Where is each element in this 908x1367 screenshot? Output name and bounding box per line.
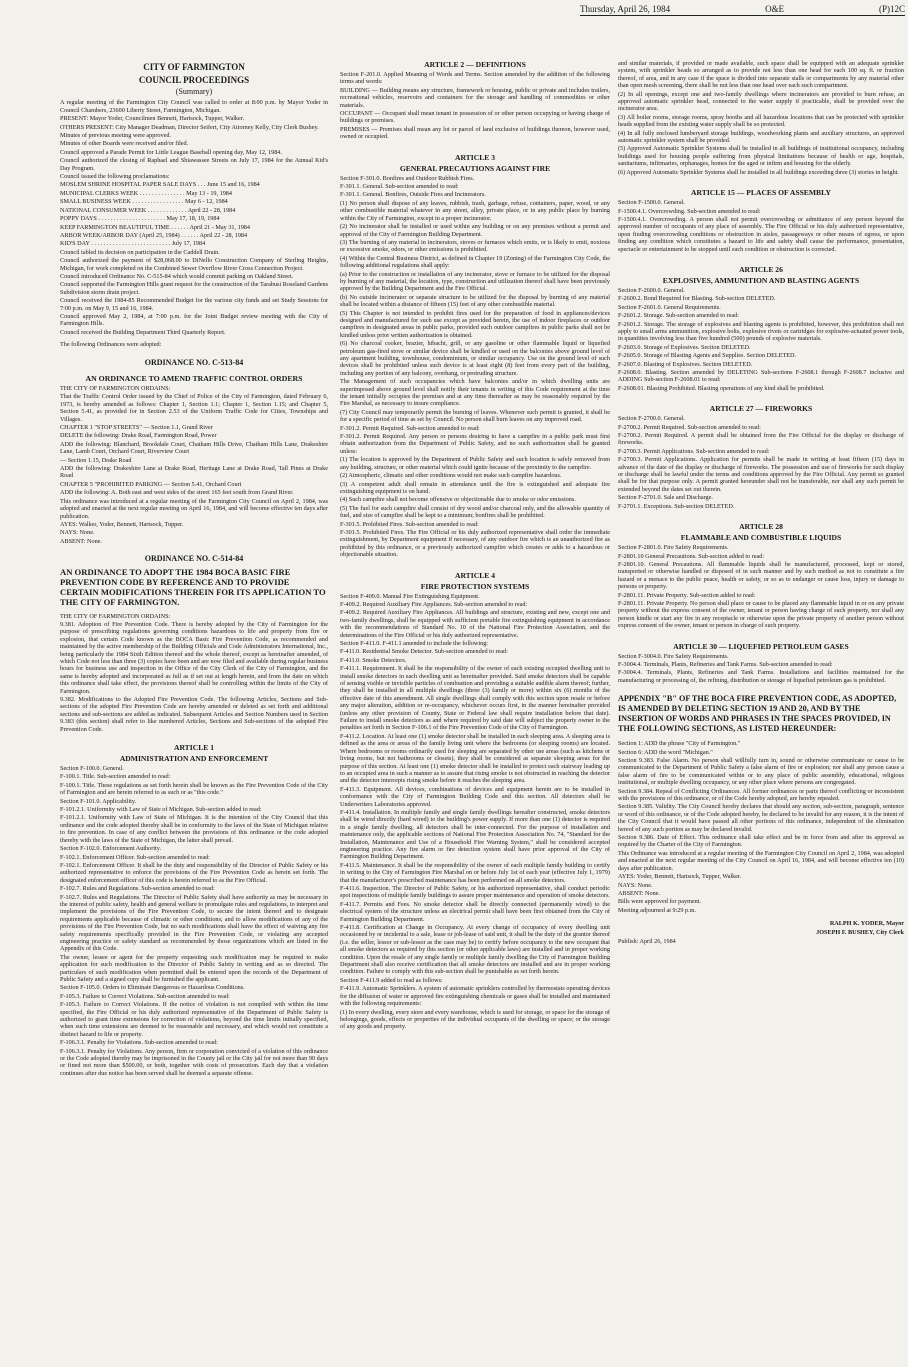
minutes-paragraph: KEEP FARMINGTON BEAUTIFUL TIME . . . . . . April 21 - May 31, 1984	[60, 223, 250, 231]
article-paragraph: (6) No charcoal cooker, brazier, hibachi, grill, or any gasoline or other flammable liquid or liquefied petroleum gas-fired stove or similar device shall be kindled or used on the balconies above ground level of any apartment building, townhouse, condominium, or similar occupancy. Use on the ground level of such devices shall be prohibited unless such device is at least eight (8) feet from every part of the building, including any portion of any balcony, overhang, or protruding structure.	[340, 340, 610, 377]
page-header	[580, 4, 905, 16]
ordinance-paragraph: That the Traffic Control Order issued by the Chief of Police of the City of Farmington, dated February 6, 1973, is hereby amended as follows: Chapter 1, Section 1.1; Chapter 1, Section 1.15; and Chapter 5, Section 5.41, as provided for in Section 2.53 of the Uniform Traffic Code for Cities, Townships and Villages.	[60, 393, 328, 423]
article-paragraph: Section F-2601.0. General Requirements.	[618, 303, 721, 311]
minutes-paragraph: SMALL BUSINESS WEEK . . . . . . . . . . . . . . . . . May 6 - 12, 1984	[60, 198, 228, 206]
mayor-signature: RALPH K. YODER, Mayor	[829, 920, 904, 928]
ordinance-paragraph: ADD the following: Drakeshire Lane at Drake Road, Heritage Lane at Drake Road, Tall Pines at Drake Road	[60, 465, 328, 480]
article-28-body	[618, 544, 904, 629]
right-column	[618, 60, 904, 1360]
article-paragraph: (6) Approved Automatic Sprinkler Systems shall be installed in all buildings exceeding three (3) stories in height.	[618, 168, 899, 176]
appendix-paragraph: Section 1: ADD the phrase "City of Farmington."	[618, 740, 741, 748]
appendix-paragraph: Section 9.385. Validity. The City Council hereby declares that should any section, sub-section, paragraph, sentence or word of this ordinance, or of the Code adopted hereby, be declared to be invalid for any reason, it is the intent of the City Council that it would have passed all other portions of this ordinance, independent of the elimination hereof of any such portion as may be declared invalid.	[618, 803, 904, 833]
middle-column	[340, 60, 610, 1360]
article-paragraph: (4) Such campfire shall not become offensive or objectionable due to smoke or odor emissions.	[340, 496, 576, 504]
appendix-paragraph: Bills were approved for payment.	[618, 898, 701, 906]
article-paragraph: F-2801.11. Private Property. No person shall place or cause to be placed any flammable liquid in or on any private property without the express consent of the owner, tenant or person having charge of such property, nor shall any person kindle or start any fire in any receptacle or otherwise upon the private property of another person without express consent of the owner, tenant or person in charge of such property.	[618, 599, 904, 630]
article-paragraph: F-105.3. Failure to Correct Violations. Sub-section amended to read:	[60, 992, 230, 1000]
ordinance-513-number: ORDINANCE NO. C-513-84	[144, 357, 244, 367]
appendix-paragraph: Section 6: ADD the word "Michigan."	[618, 748, 713, 756]
article-paragraph: Section F-101.0. Applicability.	[60, 797, 137, 805]
article-paragraph: F-105.3. Failure to Correct Violations. If the notice of violation is not complied with within the time specified, the Fire Official or his duly authorized representative of the Department of Public Safety is authorized to grant time extensions for correction of violations, beyond the time limits initially specified, when such time extensions are deemed to be reasonable and necessary, and which would not constitute a distinct hazard to life or property.	[60, 1001, 328, 1038]
article-1-title: ARTICLE 1	[173, 743, 215, 753]
minutes-paragraph: NATIONAL CONSUMER WEEK . . . . . . . . . . . . . April 22 - 28, 1984	[60, 206, 236, 214]
article-26-subtitle: EXPLOSIVES, AMMUNITION AND BLASTING AGENTS	[662, 275, 860, 285]
article-paragraph: F-2603.0. Storage of Explosives. Section DELETED.	[618, 343, 751, 351]
article-paragraph: Section F-2600.0. General.	[618, 286, 685, 294]
article-paragraph: F-411.0. Residential Smoke Detector. Sub-section amended to read:	[340, 648, 508, 656]
minutes-paragraph: POPPY DAYS . . . . . . . . . . . . . . . . . . . . . . May 17, 18, 19, 1984	[60, 215, 220, 223]
minutes-paragraph: MOSLEM SHRINE HOSPITAL PAPER SALE DAYS . . . June 15 and 16, 1984	[60, 181, 260, 189]
city-title: CITY OF FARMINGTON	[143, 62, 245, 72]
appendix-paragraph: Meeting adjourned at 9:29 p.m.	[618, 906, 697, 914]
minutes-paragraph: A regular meeting of the Farmington City Council was called to order at 8:00 p.m. by Mayor Yoder in Council Chambers, 23600 Liberty Street, Farmington, Michigan.	[60, 99, 328, 114]
minutes-paragraph: OTHERS PRESENT: City Manager Deadman, Director Seifert, City Attorney Kelly, City Clerk Bushey.	[60, 123, 319, 131]
article-paragraph: F-100.1. Title. These regulations as set forth herein shall be known as the Fire Prevention Code of the City of Farmington and are herein referred to as such or as "this code."	[60, 781, 328, 797]
article-paragraph: F-2801.10. General Precautions. All flammable liquids shall be manufactured, processed, kept or stored, transported or otherwise handled or disposed of in such manner and by such method as not to constitute a fire hazard or a menace to the public peace, health or safety, or so as to endanger or cause loss, injury or damage to persons or property.	[618, 560, 904, 591]
appendix-paragraph: Section 9.384. Repeal of Conflicting Ordinances. All former ordinances or parts thereof conflicting or inconsistent with the provisions of this ordinance, or of the Code hereby adopted, are hereby repealed.	[618, 787, 904, 803]
article-paragraph: F-2608.01. Blasting Prohibited. Blasting operations of any kind shall be prohibited.	[618, 384, 825, 392]
minutes-paragraph: KID'S DAY . . . . . . . . . . . . . . . . . . . . . . . . . . July 17, 1984	[60, 240, 206, 248]
article-paragraph: F-2801.10 General Precautions. Sub-section added to read:	[618, 552, 765, 560]
article-paragraph: F-301.1. General. Sub-section amended to read:	[340, 183, 459, 191]
ordinance-513-body	[60, 393, 328, 545]
article-paragraph: F-101.2.1. Uniformity with Law of State of Michigan. Sub-section added to read:	[60, 806, 262, 814]
article-3-body	[340, 175, 610, 559]
article-paragraph: (b) No outside incinerator or separate structure to be utilized for the disposal by burning of any material shall be located within a distance of fifteen (15) feet of any other combustible material.	[340, 293, 610, 309]
summary-label: (Summary)	[175, 87, 213, 96]
article-27-title: ARTICLE 27 — FIREWORKS	[709, 404, 813, 414]
article-paragraph: (5) This Chapter is not intended to prohibit fires used for the preparation of food in appliances/devices designed and manufactured for such use except as provided herein, the use of indoor fireplaces or outdoor campfires in designated areas in public parks, provided such outdoor campfires in public parks shall not be kindled unless prior written authorization is obtained.	[340, 309, 610, 339]
article-2-body	[340, 71, 610, 141]
article-paragraph: (1) No person shall dispose of any leaves, rubbish, trash, garbage, refuse, containers, paper, wood, or any other combustible material whatever in any street, alley, private place, or in any public place by burning within the City of Farmington, except in a proper incinerator.	[340, 199, 610, 222]
article-paragraph: and similar materials, if provided or made available, such space shall be equipped with an adequate sprinkler system, with sprinkler heads so arranged as to provide not less than one head for each 100 sq. ft. or fraction thereof, of area, and in any case if the space is divided into separate stalls or compartments by any material other than open mesh screening, there shall be not less than one head over each such compartment.	[618, 60, 904, 90]
ordinance-paragraph: 9.381. Adoption of Fire Prevention Code. There is hereby adopted by the City of Farmington for the purpose of prescribing regulations governing conditions hazardous to life and property from fire or explosion, that certain Code known as the BOCA Basic Fire Prevention Code, as recommended and maintained by the active membership of the Building Officials and Code Administrators International, Inc., being particularly the 1984 Sixth Edition thereof and the whole thereof, except as hereinafter amended, of which Code not less than three (3) copies have been and are now filed and available during regular business hours for business use and inspection in the Office of the City Clerk of the City of Farmington, and the same is hereby adopted and incorporated as full as if set out at length herein, and from the date on which this ordinance shall take effect, the provisions thereof shall be controlling within the limits of the City of Farmington.	[60, 620, 328, 695]
clerk-signature: JOSEPH F. BUSHEY, City Clerk	[816, 928, 904, 936]
article-paragraph: F-301.1. General. Bonfires, Outside Fires and Incinerators.	[340, 191, 486, 199]
article-paragraph: Section F-201.0. Applied Meaning of Words and Terms. Section amended by the addition of the following terms and words:	[340, 71, 610, 86]
appendix-paragraph: NAYS: None.	[618, 881, 653, 889]
article-3-subtitle: GENERAL PRECAUTIONS AGAINST FIRE	[399, 163, 551, 173]
article-paragraph: F-100.1. Title. Sub-section amended to read:	[60, 773, 171, 781]
article-paragraph: (7) City Council may temporarily permit the burning of leaves. Whenever such permit is granted, it shall be for a specific period of time as set by Council. No person shall burn leaves on any improved road.	[340, 408, 610, 424]
article-paragraph: F-2700.2. Permit Required. A permit shall be obtained from the Fire Official for the display or discharge of fireworks.	[618, 432, 904, 447]
ordinance-paragraph: NAYS: None.	[60, 529, 95, 537]
article-paragraph: F-411.9. Automatic Sprinklers. A system of automatic sprinklers controlled by thermostats operating devices for the diffusion of water or approved fire extinguishing chemicals or gases shall be installed and maintained with the following requirements:	[340, 985, 610, 1008]
appendix-paragraph: Section 9.386. Date of Effect. This ordinance shall take effect and be in force from and after its approval as required by the Charter of the City of Farmington.	[618, 834, 904, 849]
ordinance-514-ordains: THE CITY OF FARMINGTON ORDAINS:	[60, 612, 171, 620]
article-paragraph: F-106.3.1. Penalty for Violations. Sub-section amended to read:	[60, 1039, 218, 1047]
article-paragraph: The owner, lessee or agent for the property requesting such modification may be required to make application for such modification to the Director of Public Safety in writing and as so directed. The particulars of such modification when permitted shall be entered upon the records of the Department of Public Safety and a signed copy shall be furnished the applicant.	[60, 953, 328, 983]
article-paragraph: F-102.1. Enforcement Officer. It shall be the duty and responsibility of the Director of Public Safety or his authorized representative to enforce the provisions of the Fire Prevention Code as herein set forth. The designated enforcement officer of this code is herein referred to as the Fire Official.	[60, 861, 328, 884]
article-paragraph: OCCUPANT — Occupant shall mean tenant in possession of or other person occupying or having charge of buildings or premises.	[340, 110, 610, 125]
appendix-b-body	[618, 740, 904, 914]
article-4-subtitle: FIRE PROTECTION SYSTEMS	[420, 581, 530, 591]
article-paragraph: F-2607.0. Blasting of Explosives. Section DELETED.	[618, 360, 753, 368]
minutes-paragraph: Council tabled its decision on participation in the Caddell Drain.	[60, 248, 220, 256]
article-15-body	[618, 199, 904, 253]
article-paragraph: F-2605.0. Storage of Blasting Agents and Supplies. Section DELETED.	[618, 352, 797, 360]
article-28-subtitle: FLAMMABLE AND COMBUSTIBLE LIQUIDS	[680, 533, 842, 543]
article-26-title: ARTICLE 26	[739, 264, 783, 274]
article-paragraph: F-2801.11. Private Property. Sub-section added to read:	[618, 591, 756, 599]
council-minutes	[60, 99, 328, 336]
article-paragraph: F-2701.1. Exceptions. Sub-section DELETED.	[618, 502, 735, 510]
ordinance-514-number: ORDINANCE NO. C-514-84	[144, 554, 244, 564]
article-paragraph: F-2601.2. Storage. Sub-section amended to read:	[618, 312, 739, 320]
article-paragraph: Section F-102.0. Enforcement Authority.	[60, 845, 161, 853]
appendix-b-title: APPENDIX "B" OF THE BOCA FIRE PREVENTION CODE, AS ADOPTED, IS AMENDED BY DELETING SECTION 19 AND 20, AND BY THE INSERTION OF WORDS AND PHRASES IN THE SPACES PROVIDED, IN THE FOLLOWING SECTIONS, AS LISTED HEREUNDER:	[618, 694, 897, 734]
article-paragraph: (a) Prior to the construction or installation of any incinerator, stove or furnace to be utilized for the disposal by burning of any material, the location, type, construction and utilization thereof shall have been previously approved by the Building Department and the Fire Official.	[340, 270, 610, 293]
minutes-paragraph: Council authorized the payment of $28,068.00 to DiNello Construction Company of Sterling Heights, Michigan, for work completed on the Combined Sewer Overflow River Cross Connection Project.	[60, 257, 328, 272]
minutes-paragraph: PRESENT: Mayor Yoder, Councilmen Bennett, Hartsock, Tupper, Walker.	[60, 115, 245, 123]
article-paragraph: (4) In all fully enclosed lumberyard storage buildings, woodworking plants and auxiliary structures, an approved automatic sprinkler system shall be provided.	[618, 129, 904, 145]
article-paragraph: F-1500.4.1. Overcrowding. A person shall not permit overcrowding or admittance of any person beyond the approved number of occupants of any place of assembly. The Fire Official or his duly authorized representative, upon finding overcrowding conditions or obstruction in aisles, passageways or other means of egress, or upon finding any condition which constitutes a hazard to life and safety shall cause the performance, presentation, spectacle or entertainment to be stopped until such condition or obstruction is corrected.	[618, 215, 904, 253]
article-paragraph: F-2700.3. Permit Applications. Application for permits shall be made in writing at least fifteen (15) days in advance of the date of the display or discharge of fireworks. The possession and use of fireworks for such display or discharge shall be lawful under the terms and conditions approved by the Fire Official. Any permit so granted shall be for that purpose only. A permit granted hereunder shall not be transferable, nor shall any such permit be extended beyond the dates set out therein.	[618, 456, 904, 493]
article-paragraph: BUILDING — Building means any structure, framework or housing, public or private and includes trailers, recreational vehicles, reservoirs and containers for the storage and handling of commodities or other materials.	[340, 86, 610, 109]
article-paragraph: F-301.5. Prohibited Fires. The Fire Official or his duly authorized representative shall order the immediate extinguishment, by Department equipment if necessary, of any outdoor fire which is an unauthorized fire as prohibited by this ordinance, or a previously authorized campfire which creates or adds to a hazardous or objectionable situation.	[340, 528, 610, 559]
minutes-paragraph: ARBOR WEEK/ARBOR DAY (April 25, 1984) . . . . . . April 22 - 28, 1984	[60, 231, 248, 239]
article-paragraph: F-411.7. Permits and Fees. No smoke detector shall be directly connected (permanently wired) to the electrical system of the structure unless an electrical permit shall have been first obtained from the City of Farmington Building Department.	[340, 900, 610, 923]
article-paragraph: F-411.5. Maintenance. It shall be the responsibility of the owner of each multiple family building to certify in writing to the City of Farmington Fire Marshal on or before July 1st of each year (effective July 1, 1979) that the manufacturer's prescribed maintenance has been performed on all smoke detectors.	[340, 861, 610, 884]
ordinance-paragraph: — Section 1.15, Drake Road	[60, 456, 132, 464]
proceedings-title: COUNCIL PROCEEDINGS	[138, 75, 250, 85]
ordinance-paragraph: CHAPTER 1 "STOP STREETS" — Section 1.1, Grand River	[60, 424, 213, 432]
article-paragraph: Section F-1500.0. General.	[618, 199, 685, 207]
minutes-paragraph: Council received the 1984-85 Recommended Budget for the various city funds and set Study Sessions for 7:00 p.m. on May 9, 15 and 16, 1984.	[60, 297, 328, 312]
minutes-paragraph: Council approved May 2, 1984, at 7:00 p.m. for the Joint Budget review meeting with the City of Farmington Hills.	[60, 312, 328, 328]
minutes-paragraph: Council introduced Ordinance No. C-515-84 which would commit parking on Oakland Street.	[60, 272, 294, 280]
minutes-paragraph: MUNICIPAL CLERKS WEEK . . . . . . . . . . . . . . . May 13 - 19, 1984	[60, 189, 232, 197]
article-paragraph: F-2608.0. Blasting. Section amended by DELETING Sub-sections F-2608.1 through F-2608.7 inclusive and ADDING Sub-section F-2608.01 to read:	[618, 369, 904, 384]
article-paragraph: F-106.3.1. Penalty for Violations. Any person, firm or corporation convicted of a violation of this ordinance or the Code adopted thereby may be imprisoned in the County jail or the City jail for not more than 90 days or fined not more than $500.00, or both, together with costs of prosecution. Each day that a violation continues after due notice has been served shall be deemed a separate offense.	[60, 1047, 328, 1077]
article-1-body	[60, 765, 328, 1077]
article-paragraph: F-411.3. Equipment. All devices, combinations of devices and equipment herein are to be installed in conformance with the City of Farmington Building Code and this section. All detectors shall be Underwriters Laboratories approved.	[340, 785, 610, 808]
article-2-title: ARTICLE 2 — DEFINITIONS	[424, 60, 526, 69]
header-page: (P)12C	[878, 4, 905, 14]
minutes-paragraph: Minutes of previous meeting were approved.	[60, 132, 172, 140]
header-date: Thursday, April 26, 1984	[580, 4, 671, 14]
article-paragraph: Section F-409.0. Manual Fire Extinguishing Equipment.	[340, 592, 480, 600]
publish-date: Publish: April 26, 1984	[618, 937, 676, 945]
ordinance-513-title: AN ORDINANCE TO AMEND TRAFFIC CONTROL ORDERS	[85, 374, 303, 383]
article-26-body	[618, 287, 904, 392]
article-paragraph: F-2601.2. Storage. The storage of explosives and blasting agents is prohibited, however, this prohibition shall not apply to small arms ammunition, explosive bolts, explosive rivets or cartridges for explosive-actuated power tools, in quantities involving less than five hundred (500) pounds of explosive materials.	[618, 320, 904, 343]
ordinance-paragraph: CHAPTER 5 "PROHIBITED PARKING — Section 5.41, Orchard Court	[60, 480, 242, 488]
ordinance-paragraph: DELETE the following: Drake Road, Farmington Road, Power	[60, 432, 217, 440]
minutes-paragraph: Minutes of other Boards were received and/or filed.	[60, 140, 189, 148]
article-paragraph: F-1500.4.1. Overcrowding. Sub-section amended to read:	[618, 207, 761, 215]
appendix-paragraph: Section 9.383. False Alarm. No person shall willfully turn in, sound or otherwise communicate or cause to be communicated to the Department of Public Safety a false alarm of fire or explosion; nor shall any person cause a false alarm of fire to be communicated within or to any place of public assembly, educational, religious institutional, or multiple dwelling occupancy, or any other place where persons are congregated.	[618, 757, 904, 787]
article-paragraph: F-411.0. Smoke Detectors.	[340, 656, 407, 664]
article-paragraph: Section F-3004.0. Fire Safety Requirements.	[618, 652, 729, 660]
article-paragraph: Section F-411.9 added to read as follows:	[340, 976, 443, 984]
article-paragraph: F-301.2. Permit Required. Any person or persons desiring to have a campfire in a public park must first obtain authorization from the Department of Public Safety, and no such authorization shall be granted unless:	[340, 433, 610, 455]
minutes-paragraph: Council issued the following proclamations:	[60, 173, 170, 181]
article-paragraph: F-411.2. Location. At least one (1) smoke detector shall be installed in each sleeping area. A sleeping area is defined as the area or areas of the family living unit where the bedrooms (or sleeping rooms) are located. Where bedrooms or rooms ordinarily used for sleeping are separated by other use areas (such as kitchens or living rooms, but not bathrooms or closets), they shall be considered as separate sleeping areas for the purpose of this section. At least one (1) smoke detector shall be installed to protect each stairway leading up to an occupied area in such a manner as to assure that rising smoke is not obstructed in reaching the detector and the detector intercepts rising smoke before it reaches the sleeping area.	[340, 732, 610, 785]
appendix-paragraph: AYES: Yoder, Bennett, Hartsock, Tupper, Walker.	[618, 873, 742, 881]
minutes-paragraph: Council authorized the closing of Raphael and Shiawassee Streets on July 17, 1984 for the Annual Kid's Day Program.	[60, 157, 328, 172]
article-4-title: ARTICLE 4	[454, 570, 496, 580]
appendix-paragraph: This Ordinance was introduced at a regular meeting of the Farmington City Council on April 2, 1984, was adopted and enacted at the next regular meeting of the City Council on April 16, 1984, and will become effective ten (10) days after publication.	[618, 849, 904, 872]
article-30-title: ARTICLE 30 — LIQUEFIED PETROLEUM GASES	[673, 641, 849, 651]
article-paragraph: (1) In every dwelling, every store and every warehouse, which is used for storage, or space for the storage of belongings, goods, effects or properties of the individual occupants of the dwelling or space; or the storage of any goods and property.	[340, 1008, 610, 1031]
minutes-paragraph: Council received the Building Department Third Quarterly Report.	[60, 328, 226, 336]
article-paragraph: F-2700.2. Permit Required. Sub-section amended to read:	[618, 423, 761, 431]
article-1-subtitle: ADMINISTRATION AND ENFORCEMENT	[119, 754, 269, 764]
article-paragraph: Section F-2700.0. General.	[618, 415, 685, 423]
article-paragraph: (5) The fuel for such campfire shall consist of dry wood and/or charcoal only, and the allowable quantity of fuel, and size of campfire shall be kept to a minimum; bonfires shall be prohibited.	[340, 504, 610, 520]
article-paragraph: F-3004.4. Terminals, Plants, Refineries and Tank Farms. Sub-section amended to read:	[618, 660, 833, 668]
appendix-paragraph: ABSENT: None.	[618, 889, 660, 897]
article-paragraph: F-409.2. Required Auxiliary Fire Appliances. Sub-section amended to read:	[340, 600, 528, 608]
article-paragraph: Section F-2701.0. Sale and Discharge.	[618, 494, 713, 502]
article-3-title: ARTICLE 3	[454, 152, 496, 162]
article-paragraph: F-102.1. Enforcement Officer. Sub-section amended to read:	[60, 853, 210, 861]
article-paragraph: F-101.2.1. Uniformity with Law of State of Michigan. It is the intention of the City Council that this ordinance and the code adopted thereby shall be in conformity to the laws of the State of Michigan relative to fire prevention. In case of any conflict between the provisions of this ordinance or the code adopted thereby with the laws of the State of Michigan, the latter shall prevail.	[60, 814, 328, 844]
article-paragraph: Section F-301.0. Bonfires and Outdoor Rubbish Fires.	[340, 174, 475, 182]
article-paragraph: F-301.2. Permit Required. Sub-section amended to read:	[340, 424, 480, 432]
minutes-paragraph: Council approved a Parade Permit for Little League Baseball opening day, May 12, 1984.	[60, 148, 282, 156]
ordinance-paragraph: 9.382. Modifications to the Adopted Fire Prevention Code. The following Articles, Sections and Sub-sections of the adopted Fire Prevention Code are hereby amended or deleted as set forth and additional sections and sub-sections are added as indicated. Subsequent Articles and Section Numbers used in Section 9.383 (this section) shall refer to like numbered Articles, Sections and Sub-sections of the adopted Fire Prevention Code.	[60, 696, 328, 733]
article-paragraph: (3) The burning of any material in incinerators, stoves or furnaces which emits, or is likely to emit, noxious or excessive smoke, odors, or other emissions is prohibited.	[340, 238, 610, 254]
article-paragraph: (3) A competent adult shall remain in attendance until the fire is extinguished and adequate fire extinguishing equipment is on hand.	[340, 480, 610, 495]
article-paragraph: F-2600.2. Bond Required for Blasting. Sub-section DELETED.	[618, 295, 776, 303]
header-paper: O&E	[765, 4, 785, 14]
ordinance-paragraph: This ordinance was introduced at a regular meeting of the Farmington City Council on April 2, 1984, was adopted and enacted at the next regular meeting on April 16, 1984, and will become effective ten days after publication.	[60, 497, 328, 520]
adopted-note: The following Ordinances were adopted:	[60, 341, 162, 349]
article-paragraph: (5) Approved Automatic Sprinkler Systems shall be installed in all buildings of institutional occupancy, including buildings used for housing people suffering from physical limitations because of health or age, hospitals, sanitariums, infirmaries, orphanages, homes for the aged or infirm and housing for the elderly.	[618, 145, 904, 168]
sprinkler-continuation	[618, 60, 904, 176]
ordinance-paragraph: ADD the following: Blanchard, Brookdale Court, Chatham Hills Drive, Chatham Hills Lane, Drakeshire Lane, Lamb Court, Orchard Court, Riverview Court	[60, 440, 328, 456]
article-paragraph: The Management of such occupancies which have balconies and/or in which dwelling units are superimposed above ground level shall notify their tenants in writing of this Code requirement at the time the tenant initially occupies the premises and at any time thereafter as may be reasonably required by the Fire Marshal, as necessary to insure compliance.	[340, 378, 610, 408]
article-paragraph: F-102.7. Rules and Regulations. Sub-section amended to read:	[60, 885, 215, 893]
article-15-title: ARTICLE 15 — PLACES OF ASSEMBLY	[691, 188, 831, 198]
article-paragraph: Section F-411.0. F-411.1 amended to include the following:	[340, 640, 489, 647]
article-paragraph: F-411.8. Certification at Change in Occupancy. At every change of occupancy of every dwelling unit occasioned by or incidental to a sale, lease or job-lease of said unit, it shall be the duty of the grantor thereof (i.e. the seller, lessor or sub-lessor as the case may be) to certify before occupancy to the new occupant that all smoke detectors as required by this section (or other applicable laws) are installed and in proper working condition. Upon the resale of any single family or multiple family dwelling the City of Farmington Building Department shall also receive certification that all smoke detectors are installed and are in proper working condition. Failure to comply with this sub-section shall be punishable as set forth herein.	[340, 924, 610, 976]
ordinance-513-ordains: THE CITY OF FARMINGTON ORDAINS:	[60, 385, 171, 392]
ordinance-paragraph: AYES: Walker, Yoder, Bennett, Hartsock, Tupper.	[60, 520, 184, 528]
article-paragraph: (1) The location is approved by the Department of Public Safety and such location is safely removed from any building, structure, or other material which could ignite because of the proximity to the campfire.	[340, 456, 610, 471]
article-paragraph: F-3004.4. Terminals, Plants, Refineries and Tank Farms. Installations and facilities maintained for the manufacturing or processing of, the refining, distribution or storage of liquefied petroleum gas is prohibited.	[618, 669, 904, 684]
article-paragraph: Section F-105.0. Orders to Eliminate Dangerous or Hazardous Conditions.	[60, 984, 245, 992]
ordinance-514-title: AN ORDINANCE TO ADOPT THE 1984 BOCA BASIC FIRE PREVENTION CODE BY REFERENCE AND TO PROVIDE CERTAIN MODIFICATIONS THEREIN FOR ITS APPLICATION TO THE CITY OF FARMINGTON.	[60, 566, 326, 607]
article-paragraph: F-409.2. Required Auxiliary Fire Appliances. All buildings and structure, existing and new, except one and two-family dwellings, shall be equipped with sufficient portable fire extinguishing equipment in accordance with the recommendations of Standard No. 10 of the National Fire Protection Association, and the determinations of the Fire Official or his duly authorized representative.	[340, 609, 610, 639]
article-paragraph: (2) No incinerator shall be installed or used within any building or on any premises without a permit and approval of the City of Farmington Building Department.	[340, 223, 610, 238]
article-paragraph: F-411.6. Inspection. The Director of Public Safety, or his authorized representative, shall conduct periodic spot inspections of multiple family buildings to assure proper maintenance and operation of smoke detectors.	[340, 885, 610, 900]
ordinance-514-body	[60, 621, 328, 733]
article-30-body	[618, 653, 904, 685]
ordinance-paragraph: ADD the following: A. Both east and west sides of the street 165 feet south from Grand River.	[60, 489, 294, 497]
left-column	[60, 60, 328, 1360]
article-28-title: ARTICLE 28	[739, 522, 783, 532]
article-paragraph: F-102.7. Rules and Regulations. The Director of Public Safety shall have authority as may be necessary in the interest of public safety, health and general welfare to promulgate rules and regulations, to interpret and implement the provisions of the Fire Prevention Code, to secure the intent thereof and to designate requirements applicable because of climatic or other conditions; and to allow modifications of any of the provisions of the Fire Prevention Code, but no such modifications shall have the effect of waiving any fire safety requirements specifically provided in the Fire Prevention Code, or violating any accepted engineering practice or safety standard as recommended by those organizations which are listed in the Appendix of this Code.	[60, 893, 328, 953]
article-paragraph: F-2700.3. Permit Applications. Sub-section amended to read:	[618, 447, 770, 455]
article-paragraph: PREMISES — Premises shall mean any lot or parcel of land exclusive of buildings thereon, however used, owned or occupied.	[340, 125, 610, 141]
article-paragraph: Section F-2801.0. Fire Safety Requirements.	[618, 544, 729, 552]
minutes-paragraph: Council supported the Farmington Hills grant request for the construction of the Tarabusi Roseland Gardens Subdivision storm drain project.	[60, 281, 328, 296]
article-paragraph: (3) All boiler rooms, storage rooms, spray booths and all hazardous locations that can be protected with sprinkler heads supplied from the existing water supply shall be so protected.	[618, 113, 904, 129]
article-paragraph: (4) Within the Central Business District, as defined in Chapter 19 (Zoning) of the Farmington City Code, the following additional regulations shall apply:	[340, 254, 610, 270]
article-27-body	[618, 415, 904, 510]
article-paragraph: (2) In all openings, except one and two-family dwellings where incinerators are provided to burn refuse, an approved automatic sprinkler head, connected to the water supply if practicable, shall be provided over the incinerator area.	[618, 90, 904, 113]
article-paragraph: (2) Atmospheric, climatic and other conditions would not make such campfire hazardous.	[340, 472, 562, 480]
article-4-body	[340, 593, 610, 1031]
article-paragraph: F-301.5. Prohibited Fires. Sub-section amended to read:	[340, 520, 479, 528]
ordinance-paragraph: ABSENT: None.	[60, 537, 102, 545]
article-paragraph: F-411.1. Requirement. It shall be the responsibility of the owner of each existing occupied dwelling unit to install smoke detectors in each dwelling unit as hereinafter provided. Said smoke detectors shall be capable of sensing visible or invisible particles of combustion and providing a suitable audible alarm thereof; further, they shall be installed in all multiple dwellings (three (3) family or more) within six (6) months of the effective date of this amendment. All single dwellings shall comply with this section upon resale or before any major alteration, addition or re-occupancy, whichever occurs first, in the manner hereinafter provided (unless any other provision of County, State or Federal law shall require installation before that date). Failure to install smoke detectors as and where required by said date will subject the property owner to the penalties set forth in Section F-106.1 of the Fire Prevention Code of the City of Farmington.	[340, 665, 610, 732]
article-paragraph: F-411.4. Installation. In multiple family and single family dwellings hereafter constructed, smoke detectors shall be wired directly (hard wired) to the building's power supply. If more than one (1) detector is required in a single family dwelling, all detectors shall be inter-connected. For the purpose of installation and maintenance only, the applicable sections of National Fire Protection Association No. 74, "Standard for the Installation, Maintenance and Use of a Household Fire Warning System," shall be considered accepted engineering practice. Any fire alarm or fire detection system shall have prior approval of the City of Farmington Building Department.	[340, 808, 610, 861]
article-paragraph: Section F-100.0. General.	[60, 765, 124, 773]
